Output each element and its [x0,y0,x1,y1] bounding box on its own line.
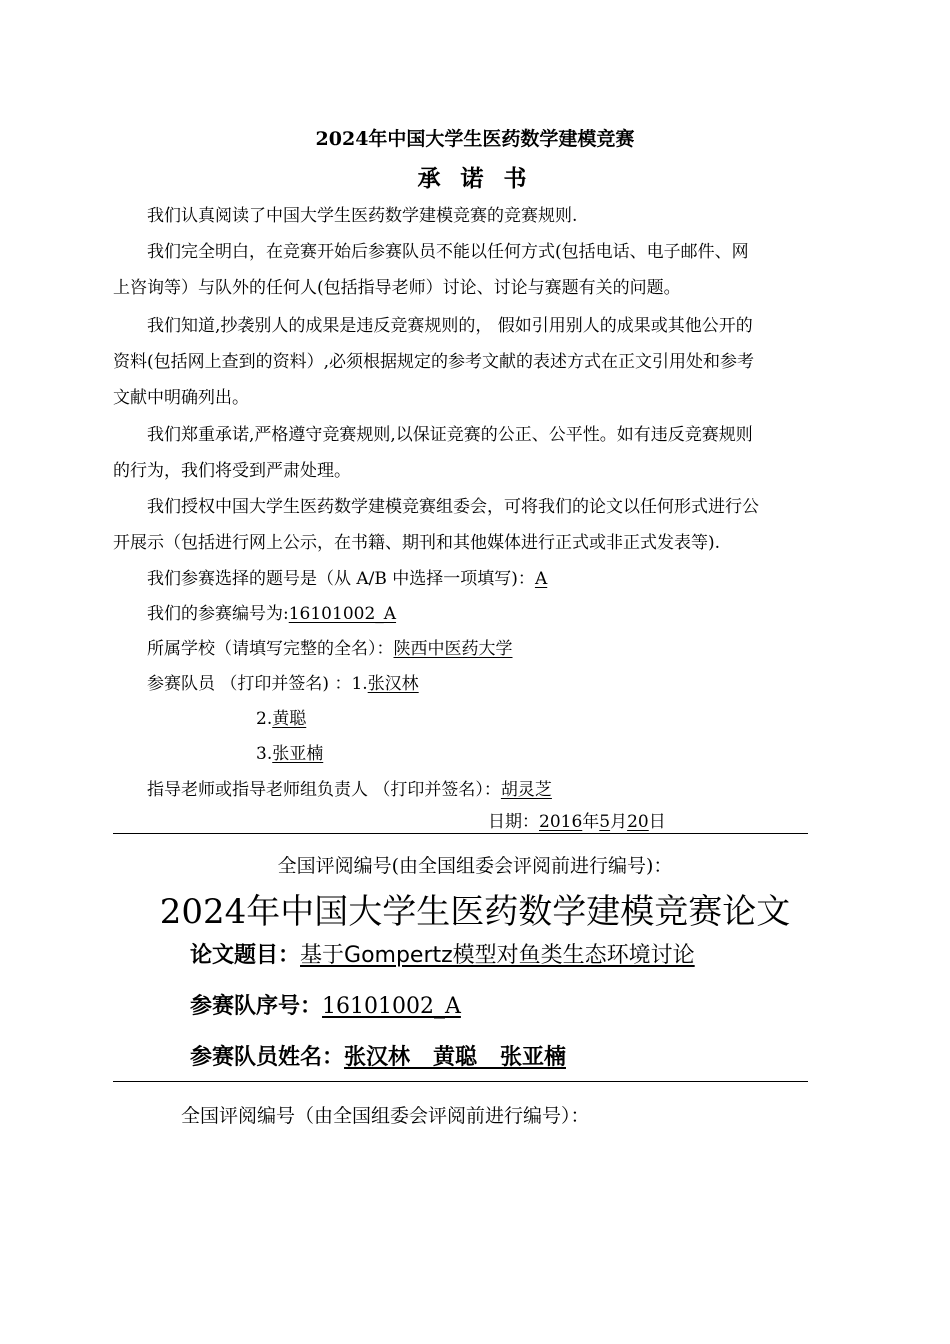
member-3-row [256,739,323,764]
team-number-value: 16101002_A [288,604,397,624]
member-2-prefix: 2. [256,709,273,729]
pledge-paragraph-5-line-1: 我们授权中国大学生医药数学建模竞赛组委会，可将我们的论文以任何形式进行公 [147,497,759,517]
cover-members-row [190,1040,566,1071]
team-seq-label: 参赛队序号： [190,994,323,1019]
member-3-prefix: 3. [256,744,273,764]
date-year-unit: 年 [582,812,600,832]
pledge-paragraph-4-line-2: 的行为，我们将受到严肃处理。 [113,461,351,481]
cover-review-number-label: 全国评阅编号(由全国组委会评阅前进行编号)： [277,855,673,877]
paper-title-row [190,938,695,969]
footer-review-number-label: 全国评阅编号（由全国组委会评阅前进行编号）： [181,1105,590,1127]
members-row [147,669,419,694]
pledge-paragraph-3-line-3: 文献中明确列出。 [113,388,249,408]
school-label: 所属学校（请填写完整的全名）： [147,639,394,659]
member-2-name: 黄聪 [272,709,307,729]
pledge-heading: 承 诺 书 [417,165,533,192]
cover-members-label: 参赛队员姓名： [190,1045,345,1070]
member-1-name: 张汉林 [367,674,419,694]
cover-members-value: 张汉林 黄聪 张亚楠 [344,1045,566,1070]
members-label: 参赛队员 （打印并签名) ： [147,674,352,694]
team-seq-row [190,989,461,1020]
school-row [147,634,513,659]
advisor-row [147,775,552,800]
pledge-paragraph-5-line-2: 开展示（包括进行网上公示，在书籍、期刊和其他媒体进行正式或非正式发表等). [113,533,721,553]
member-3-name: 张亚楠 [272,744,324,764]
team-number-row [147,599,396,624]
date-day: 20 [627,812,649,832]
school-value: 陕西中医药大学 [393,639,513,659]
team-number-label: 我们的参赛编号为: [147,604,289,624]
cover-title: 2024年中国大学生医药数学建模竞赛论文 [159,892,791,932]
date-month-unit: 月 [610,812,628,832]
pledge-paragraph-3-line-2: 资料(包括网上查到的资料）,必须根据规定的参考文献的表述方式在正文引用处和参考 [113,352,755,372]
advisor-value: 胡灵芝 [500,780,552,800]
pledge-paragraph-4-line-1: 我们郑重承诺,严格遵守竞赛规则,以保证竞赛的公正、公平性。如有违反竞赛规则 [147,425,753,445]
paper-title-label: 论文题目： [190,943,301,968]
date-year: 2016 [539,812,583,832]
divider-bottom [113,1081,808,1082]
team-seq-value: 16101002_A [322,994,461,1019]
advisor-label: 指导老师或指导老师组负责人 （打印并签名）： [147,780,501,800]
problem-choice-value: A [534,569,548,589]
pledge-paragraph-2-line-1: 我们完全明白，在竞赛开始后参赛队员不能以任何方式(包括电话、电子邮件、网 [147,242,749,262]
member-1-prefix: 1. [351,674,368,694]
problem-choice-label: 我们参赛选择的题号是（从 A/B 中选择一项填写)： [147,569,535,589]
paper-title-value: 基于Gompertz模型对鱼类生态环境讨论 [300,943,695,968]
date-label: 日期： [488,812,539,832]
competition-title: 2024年中国大学生医药数学建模竞赛 [315,128,635,150]
date-month: 5 [599,812,611,832]
divider-top [113,833,808,834]
date-row [488,807,666,832]
pledge-paragraph-2-line-2: 上咨询等）与队外的任何人(包括指导老师）讨论、讨论与赛题有关的问题。 [113,278,681,298]
pledge-paragraph-1: 我们认真阅读了中国大学生医药数学建模竞赛的竞赛规则. [147,206,578,226]
member-2-row [256,704,306,729]
problem-choice-row [147,564,547,589]
pledge-paragraph-3-line-1: 我们知道,抄袭别人的成果是违反竞赛规则的， 假如引用别人的成果或其他公开的 [147,316,753,336]
date-day-unit: 日 [648,812,666,832]
